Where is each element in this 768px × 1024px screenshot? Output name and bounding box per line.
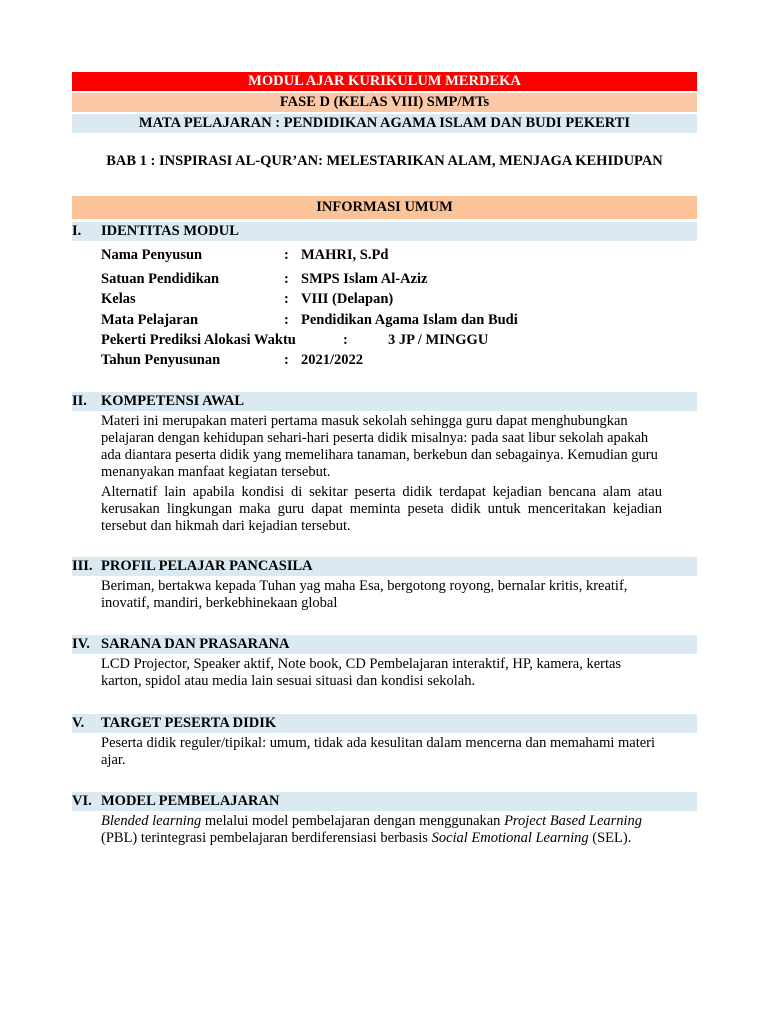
identity-value: 2021/2022 [301,352,364,368]
model-paragraph [101,813,662,847]
module-title: MODUL AJAR KURIKULUM MERDEKA [248,73,521,89]
model-term-sel: Social Emotional Learning [431,830,589,846]
section-number: VI. [72,793,92,809]
model-term-pbl: Project Based Learning [504,813,643,829]
identity-colon: : [284,352,289,368]
kompetensi-paragraph-2: Alternatif lain apabila kondisi di sekitar peserta didik terdapat kejadian bencana alam atau kerusakan lingkungan maka guru dapat meminta peseta didik untuk menceritakan kejadian tersebut dan hikmah dari kejadian tersebut. [101,484,662,534]
identity-value: MAHRI, S.Pd [301,247,389,263]
section-sarana-heading [72,635,697,654]
profil-paragraph: Beriman, bertakwa kepada Tuhan yag maha Esa, bergotong royong, bernalar kritis, kreatif, inovatif, mandiri, berkebhinekaan global [101,578,628,611]
identity-label: Tahun Penyusunan [101,352,221,368]
identity-label: Nama Penyusun [101,247,203,263]
model-text-segment: (PBL) terintegrasi pembelajaran berdiferensiasi berbasis [101,830,432,846]
section-target-heading [72,714,697,733]
section-title: IDENTITAS MODUL [101,223,239,239]
phase-bar [72,93,697,112]
section-model-heading [72,792,697,811]
identity-label: Kelas [101,291,136,307]
identity-value: 3 JP / MINGGU [388,332,489,348]
section-title: SARANA DAN PRASARANA [101,636,290,652]
section-kompetensi-heading [72,392,697,411]
section-number: IV. [72,636,90,652]
identity-colon: : [284,291,289,307]
identity-colon: : [343,332,348,348]
module-title-bar [72,72,697,91]
section-number: II. [72,393,87,409]
info-umum-heading: INFORMASI UMUM [72,196,697,219]
section-number: I. [72,223,82,239]
identity-label: Mata Pelajaran [101,312,199,328]
section-title: MODEL PEMBELAJARAN [101,793,280,809]
identity-value: VIII (Delapan) [301,291,394,307]
chapter-title: BAB 1 : INSPIRASI AL-QUR’AN: MELESTARIKAN ALAM, MENJAGA KEHIDUPAN [106,153,663,169]
subject-bar [72,114,697,133]
identity-value: Pendidikan Agama Islam dan Budi [301,312,518,328]
identity-label: Pekerti Prediksi Alokasi Waktu [101,332,296,348]
identity-colon: : [284,312,289,328]
model-term-blended: Blended learning [101,813,202,829]
identity-value: SMPS Islam Al-Aziz [301,271,428,287]
section-title: PROFIL PELAJAR PANCASILA [101,558,313,574]
section-identitas-heading [72,222,697,241]
model-text-segment: melalui model pembelajaran dengan menggunakan [201,813,505,829]
kompetensi-paragraph-1: Materi ini merupakan materi pertama masuk sekolah sehingga guru dapat menghubungkan pelajaran dengan kehidupan sehari-hari peserta didik misalnya: pada saat libur sekolah apakah ada diantara peserta didik yang memelihara tanaman, berkebun dan sebagainya. Kemudian guru menanyakan manfaat kegiatan tersebut. [101,413,658,480]
target-paragraph: Peserta didik reguler/tipikal: umum, tidak ada kesulitan dalam mencerna dan memahami materi ajar. [101,735,656,768]
section-profil-heading [72,557,697,576]
subject-title: MATA PELAJARAN : PENDIDIKAN AGAMA ISLAM DAN BUDI PEKERTI [138,115,631,131]
identity-colon: : [284,271,289,287]
section-title: KOMPETENSI AWAL [101,393,245,409]
model-text-segment: (SEL). [588,830,632,846]
phase-title: FASE D (KELAS VIII) SMP/MTs [279,94,490,110]
section-number: III. [72,558,93,574]
section-number: V. [72,715,85,731]
section-title: TARGET PESERTA DIDIK [101,715,277,731]
identity-label: Satuan Pendidikan [101,271,220,287]
sarana-paragraph: LCD Projector, Speaker aktif, Note book, CD Pembelajaran interaktif, HP, kamera, kertas karton, spidol atau media lain sesuai situasi dan kondisi sekolah. [101,656,622,689]
identity-colon: : [284,247,289,263]
